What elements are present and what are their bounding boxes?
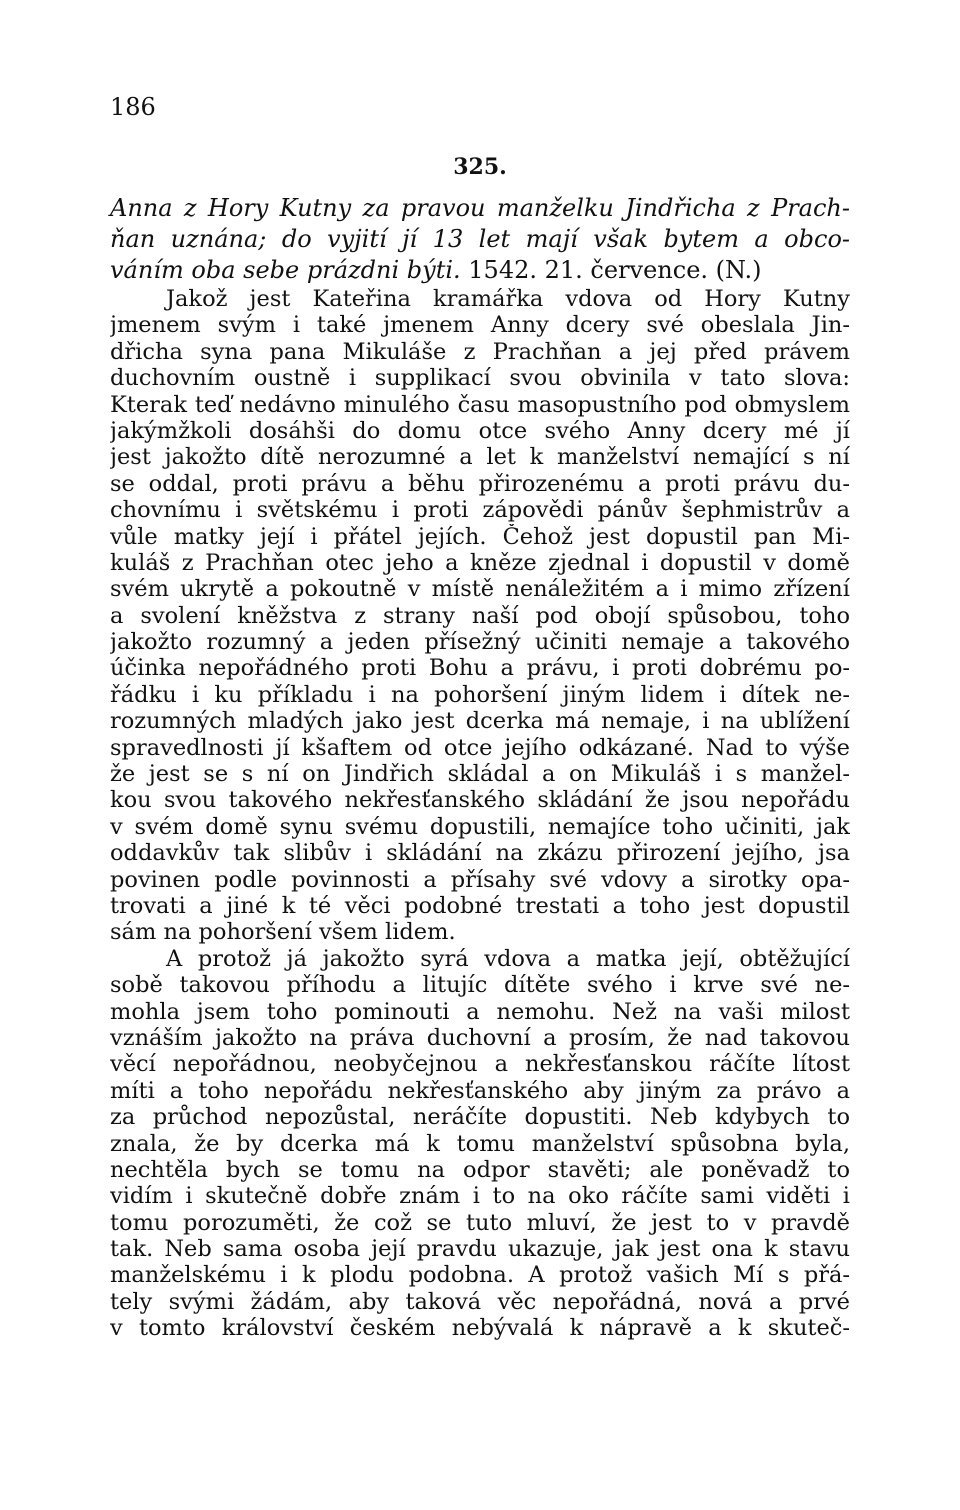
body-line: v svém domě synu svému dopustili, nemajíce toho učiniti, jak [110, 813, 850, 840]
heading-line-3-text: váním oba sebe prázdni býti. [110, 256, 461, 284]
body-line: a svolení kněžstva z strany naší pod obojí spůsobou, toho [110, 602, 850, 629]
body-line: sám na pohoršení všem lidem. [110, 919, 456, 946]
body-line: nechtěla bych se tomu na odpor stavěti; ale poněvadž to [110, 1156, 850, 1183]
body-line: jmenem svým i také jmenem Anny dcery své obeslala Jin- [110, 312, 850, 339]
body-line: míti a toho nepořádu nekřesťanského aby jiným za právo a [110, 1077, 850, 1104]
body-line: tak. Neb sama osoba její pravdu ukazuje, jak jest ona k stavu [110, 1236, 850, 1263]
body-line: znala, že by dcerka má k tomu manželství spůsobna byla, [110, 1130, 850, 1157]
body-line: vůle matky její i přátel jejích. Čehož jest dopustil pan Mi- [110, 523, 850, 550]
body-line: vznáším jakožto na práva duchovní a prosím, že nad takovou [110, 1024, 850, 1051]
body-line: za průchod nepozůstal, neráčíte dopustiti. Neb kdybych to [110, 1104, 850, 1131]
document-number: 325. [453, 154, 507, 180]
body-line: účinka nepořádného proti Bohu a právu, i proti dobrému po- [110, 655, 850, 682]
body-line: dřicha syna pana Mikuláše z Prachňan a jej před právem [110, 338, 850, 365]
body-line: sobě takovou příhodu a litujíc dítěte svého i krve své ne- [110, 972, 850, 999]
body-line: věcí nepořádnou, neobyčejnou a nekřesťanskou ráčíte lítost [110, 1051, 850, 1078]
body-line: duchovním oustně i supplikací svou obvinila v tato slova: [110, 365, 850, 392]
body-line: tely svými žádám, aby taková věc nepořádná, nová a prvé [110, 1288, 850, 1315]
document-heading [110, 193, 850, 286]
body-line: chovnímu i světskému i proti zápovědi pánův šephmistrův a [110, 497, 850, 524]
body-line: Jakož jest Kateřina kramářka vdova od Hory Kutny [166, 286, 850, 312]
body-line: jakýmžkoli dosáhši do domu otce svého Anny dcery mé jí [110, 417, 850, 444]
body-line: trovati a jiné k té věci podobné trestati a toho jest dopustil [110, 892, 850, 919]
body-line: vidím i skutečně dobře znám i to na oko ráčíte sami viděti i [110, 1183, 850, 1210]
body-line: jest jakožto dítě nerozumné a let k manželství nemající s ní [110, 444, 850, 471]
body-line: svém ukrytě a pokoutně v místě nenáležitém a i mimo zřízení [110, 576, 850, 603]
body-line: Kterak teď nedávno minulého času masopustního pod obmyslem [110, 391, 850, 418]
body-line: řádku i ku příkladu i na pohoršení jiným lidem i dítek ne- [110, 681, 850, 708]
document-date: 1542. 21. července. [468, 256, 709, 284]
body-line: tomu porozuměti, že což se tuto mluví, že jest to v pravdě [110, 1209, 850, 1236]
page-number: 186 [110, 93, 156, 121]
body-line: kuláš z Prachňan otec jeho a kněze zjednal i dopustil v domě [110, 549, 850, 576]
body-line: A protož já jakožto syrá vdova a matka její, obtěžující [166, 945, 850, 972]
heading-line-1: Anna z Hory Kutny za pravou manželku Jindřicha z Prach- [110, 194, 850, 222]
body-line: spravedlnosti jí kšaftem od otce jejího odkázané. Nad to výše [110, 734, 850, 761]
body-line: povinen podle povinnosti a přísahy své vdovy a sirotky opa- [110, 866, 850, 893]
source-marker: (N.) [715, 256, 762, 284]
body-line: v tomto království českém nebývalá k nápravě a k skuteč- [110, 1315, 850, 1342]
body-line: se oddal, proti právu a běhu přirozenému a proti právu du- [110, 470, 850, 497]
body-line: mohla jsem toho pominouti a nemohu. Než na vaši milost [110, 998, 850, 1025]
body-line: rozumných mladých jako jest dcerka má nemaje, i na ublížení [110, 708, 850, 735]
body-line: že jest se s ní on Jindřich skládal a on Mikuláš i s manžel- [110, 761, 850, 788]
body-line: kou svou takového nekřesťanského skládání že jsou nepořádu [110, 787, 850, 814]
body-line: oddavkův tak slibův i skládání na zkázu přirození jejího, jsa [110, 840, 850, 867]
heading-line-2: ňan uznána; do vyjití jí 13 let mají však bytem a obco- [110, 225, 850, 253]
document-body [110, 286, 850, 1342]
body-line: jakožto rozumný a jeden přísežný učiniti nemaje a takového [110, 629, 850, 656]
body-line: manželskému i k plodu podobna. A protož vašich Mí s přá- [110, 1262, 850, 1289]
heading-line-3 [110, 255, 850, 286]
